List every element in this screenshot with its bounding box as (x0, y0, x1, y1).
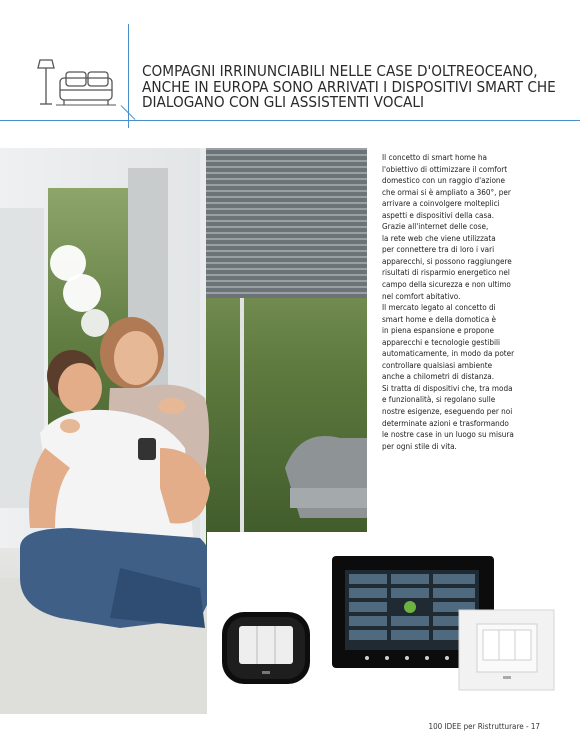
header-rule-horizontal (0, 120, 580, 121)
sofa-lamp-icon (36, 58, 116, 110)
article-line: nel comfort abitativo. (382, 290, 461, 301)
article-line: anche a chilometri di distanza. (382, 371, 495, 382)
article-line: che ormai si è ampliato a 360°, per (382, 186, 511, 197)
article-line: la rete web che viene utilizzata (382, 232, 496, 243)
article-line: per connettere tra di loro i vari (382, 244, 495, 255)
article-line: Si tratta di dispositivi che, tra moda (382, 382, 513, 393)
article-body (382, 152, 567, 452)
article-line: risultati di risparmio energetico nel (382, 267, 510, 278)
article-line: apparecchi, si possono raggiungere (382, 255, 512, 266)
article-line: controllare qualsiasi ambiente (382, 359, 493, 370)
article-line: nostre esigenze, eseguendo per noi (382, 406, 513, 417)
title-line: COMPAGNI IRRINUNCIABILI NELLE CASE D'OLTREOCEANO, (142, 62, 538, 80)
article-line: smart home e della domotica è (382, 313, 496, 324)
article-line: campo della sicurezza e non ultimo (382, 279, 511, 290)
article-line: per ogni stile di vita. (382, 440, 457, 451)
article-line: determinate azioni e trasformando (382, 417, 509, 428)
page-title (142, 64, 562, 111)
article-line: automaticamente, in modo da poter (382, 348, 515, 359)
smart-devices-photo (207, 532, 580, 714)
article-line: Il concetto di smart home ha (382, 152, 488, 162)
article-line: arrivare a coinvolgere molteplici (382, 198, 500, 209)
article-line: l'obiettivo di ottimizzare il comfort (382, 163, 508, 174)
page-footer: 100 IDEE per Ristrutturare - 17 (428, 722, 540, 731)
article-line: Il mercato legato al concetto di (382, 302, 496, 313)
article-line: apparecchi e tecnologie gestibili (382, 336, 501, 347)
title-line: ANCHE IN EUROPA SONO ARRIVATI I DISPOSITIVI SMART CHE (142, 77, 556, 96)
article-line: aspetti e dispositivi della casa. (382, 209, 495, 220)
article-line: in piena espansione e propone (382, 325, 494, 336)
article-line: le nostre case in un luogo su misura (382, 429, 514, 440)
title-line: DIALOGANO CON GLI ASSISTENTI VOCALI (142, 93, 425, 112)
article-line: domestico con un raggio d'azione (382, 175, 505, 186)
article-line: Grazie all'internet delle cose, (382, 221, 489, 232)
article-line: e funzionalità, si regolano sulle (382, 394, 496, 405)
